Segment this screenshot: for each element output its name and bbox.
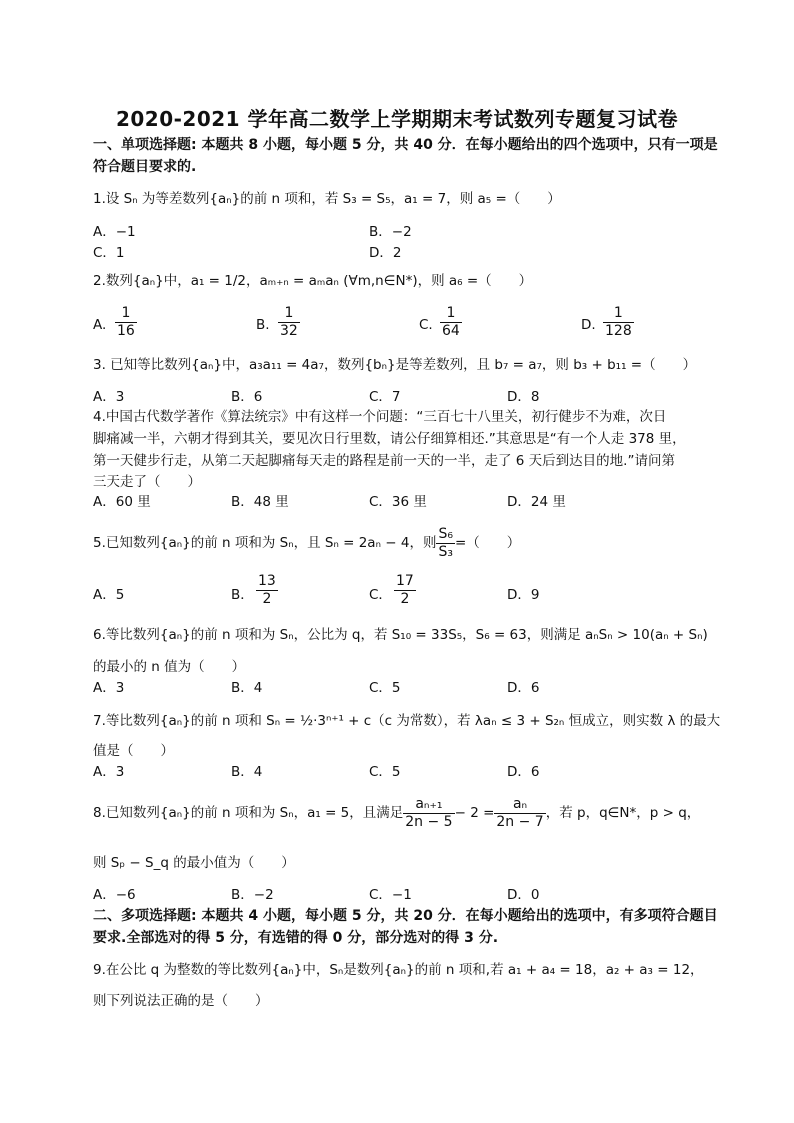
q4-line3: 第一天健步行走，从第二天起脚痛每天走的路程是前一天的一半，走了 6 天后到达目的地.”请问第: [93, 453, 675, 469]
q2-options: [93, 305, 653, 345]
q6-line1: 6.等比数列{aₙ}的前 n 项和为 Sₙ，公比为 q，若 S₁₀ = 33S₅，S₆ = 63，则满足 aₙSₙ > 10(aₙ + Sₙ): [93, 627, 708, 643]
q2-option-c-denominator: 64: [442, 323, 460, 339]
q2-option-b-label: B.: [256, 317, 270, 333]
q5-fraction: [436, 526, 455, 561]
q5-stem: [93, 523, 703, 563]
q1-option-d: D．2: [369, 245, 402, 261]
q8-fraction-2-numerator: aₙ: [494, 796, 545, 814]
q3-option-d: D．8: [507, 389, 540, 405]
q3-stem: 3. 已知等比数列{aₙ}中，a₃a₁₁ = 4a₇，数列{bₙ}是等差数列，且 b₇ = a₇，则 b₃ + b₁₁ =（ ）: [93, 357, 697, 373]
q6-option-a: A．3: [93, 680, 125, 696]
q8-stem-end: ，若 p，q∈N*，p > q，: [545, 805, 701, 821]
q3-option-c: C．7: [369, 389, 401, 405]
q8-stem: [93, 793, 703, 833]
q6-option-c: C．5: [369, 680, 401, 696]
q2-option-a-label: A.: [93, 317, 107, 333]
q5-option-b-numerator: 13: [258, 573, 276, 589]
q1-option-b: B．−2: [369, 224, 412, 240]
q2-option-b-denominator: 32: [280, 323, 298, 339]
q8-fraction-1-denominator: 2n − 5: [405, 813, 453, 830]
q2-option-a-numerator: 1: [115, 305, 137, 323]
q7-option-c: C．5: [369, 764, 401, 780]
q8-stem-mid: − 2 =: [454, 805, 495, 821]
q2-option-b-fraction: [278, 305, 300, 340]
q9-line1: 9.在公比 q 为整数的等比数列{aₙ}中，Sₙ是数列{aₙ}的前 n 项和,若 a₁ + a₄ = 18，a₂ + a₃ = 12，: [93, 962, 704, 978]
q5-option-d: D．9: [507, 587, 540, 603]
q1-option-a: A．−1: [93, 224, 136, 240]
q7-option-a: A．3: [93, 764, 125, 780]
q8-option-c: C．−1: [369, 887, 412, 903]
q7-option-b: B．4: [231, 764, 263, 780]
q5-fraction-denominator: S₃: [438, 543, 453, 560]
section1-header-line2: 符合题目要求的.: [93, 159, 197, 175]
section1-header-line1: 一、单项选择题: 本题共 8 小题，每小题 5 分，共 40 分．在每小题给出的四个选项中，只有一项是: [93, 137, 718, 153]
section2-header-line1: 二、多项选择题: 本题共 4 小题，每小题 5 分，共 20 分．在每小题给出的选项中，有多项符合题目: [93, 908, 718, 924]
q8-fraction-1-numerator: aₙ₊₁: [403, 796, 454, 814]
q6-option-b: B．4: [231, 680, 263, 696]
q5-option-c-denominator: 2: [400, 591, 410, 607]
q7-option-d: D．6: [507, 764, 540, 780]
q8-fraction-2: [494, 796, 545, 831]
q8-option-b: B．−2: [231, 887, 274, 903]
q8-fraction-2-denominator: 2n − 7: [496, 813, 544, 830]
q2-option-c-numerator: 1: [440, 305, 462, 323]
q1-option-c: C．1: [93, 245, 125, 261]
q4-line1: 4.中国古代数学著作《算法统宗》中有这样一个问题：“三百七十八里关，初行健步不为难，次日: [93, 409, 667, 425]
q5-stem-text: 5.已知数列{aₙ}的前 n 项和为 Sₙ，且 Sₙ = 2aₙ − 4，则: [93, 535, 437, 551]
q7-line2: 值是（ ）: [93, 743, 174, 759]
q2-option-d-denominator: 128: [605, 323, 632, 339]
q2-option-a-fraction: [115, 305, 137, 340]
q8-fraction-1: [403, 796, 454, 831]
q9-line2: 则下列说法正确的是（ ）: [93, 993, 269, 1009]
q4-option-d: D．24 里: [507, 494, 566, 510]
q6-option-d: D．6: [507, 680, 540, 696]
q5-option-c-label: C．: [369, 587, 392, 603]
q2-option-d-numerator: 1: [603, 305, 634, 323]
q5-option-c-numerator: 17: [396, 573, 414, 589]
q5-option-b-fraction: [256, 573, 278, 608]
q2-option-c-label: C.: [419, 317, 433, 333]
q5-option-b-denominator: 2: [262, 591, 272, 607]
q5-options: [93, 573, 653, 613]
q4-option-b: B．48 里: [231, 494, 289, 510]
q8-line2: 则 Sₚ − S_q 的最小值为（ ）: [93, 855, 295, 871]
q7-line1: 7.等比数列{aₙ}的前 n 项和 Sₙ = ½·3ⁿ⁺¹ + c（c 为常数），若 λaₙ ≤ 3 + S₂ₙ 恒成立，则实数 λ 的最大: [93, 713, 721, 729]
q5-stem-end: =（ ）: [454, 535, 521, 551]
q4-line2: 脚痛减一半，六朝才得到其关，要见次日行里数，请公仔细算相还.”其意思是“有一个人走 378 里，: [93, 431, 686, 447]
q2-stem: 2.数列{aₙ}中，a₁ = 1/2，aₘ₊ₙ = aₘaₙ (∀m,n∈N*)，则 a₆ =（ ）: [93, 273, 533, 289]
q1-stem: 1.设 Sₙ 为等差数列{aₙ}的前 n 项和，若 S₃ = S₅，a₁ = 7，则 a₅ =（ ）: [93, 191, 561, 207]
q2-option-b-numerator: 1: [278, 305, 300, 323]
q5-option-b-label: B．: [231, 587, 254, 603]
q2-option-c-fraction: [440, 305, 462, 340]
q8-stem-text: 8.已知数列{aₙ}的前 n 项和为 Sₙ，a₁ = 5，且满足: [93, 805, 404, 821]
q5-option-c-fraction: [394, 573, 416, 608]
q6-line2: 的最小的 n 值为（ ）: [93, 659, 246, 675]
q2-option-d-label: D.: [581, 317, 596, 333]
q5-option-a: A．5: [93, 587, 125, 603]
q3-option-a: A．3: [93, 389, 125, 405]
q4-line4: 三天走了（ ）: [93, 474, 201, 490]
section2-header-line2: 要求.全部选对的得 5 分，有选错的得 0 分，部分选对的得 3 分.: [93, 930, 499, 946]
q4-option-c: C．36 里: [369, 494, 427, 510]
q8-option-a: A．−6: [93, 887, 136, 903]
q8-option-d: D．0: [507, 887, 540, 903]
q5-fraction-numerator: S₆: [438, 525, 453, 542]
q4-option-a: A．60 里: [93, 494, 151, 510]
q2-option-a-denominator: 16: [117, 323, 135, 339]
q3-option-b: B．6: [231, 389, 263, 405]
page-title: 2020-2021 学年高二数学上学期期末考试数列专题复习试卷: [115, 107, 679, 131]
q2-option-d-fraction: [603, 305, 634, 340]
